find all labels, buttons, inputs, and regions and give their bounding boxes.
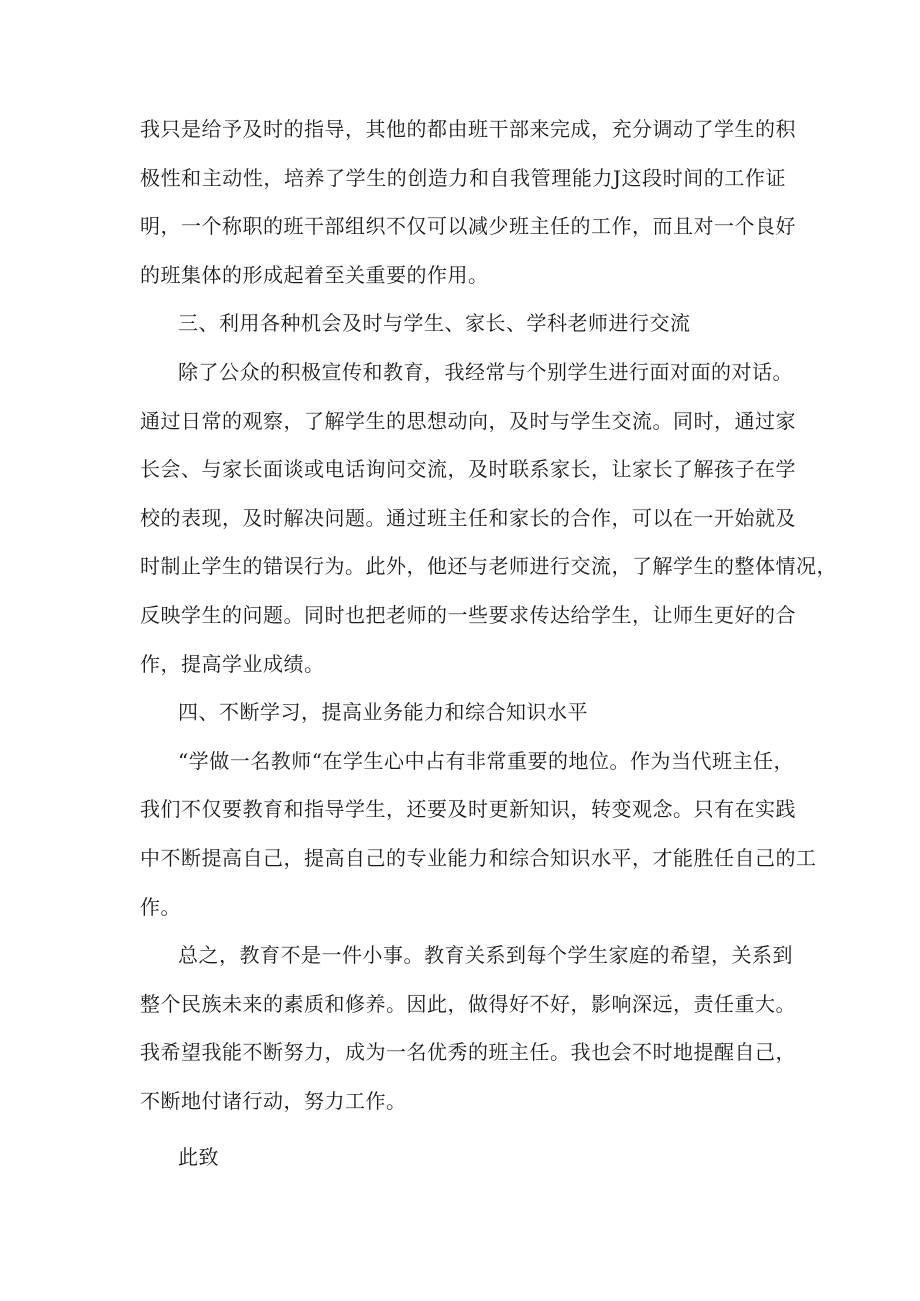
section-heading: 四、不断学习，提高业务能力和综合知识水平 <box>178 700 588 725</box>
paragraph <box>140 348 837 688</box>
text-line: 我希望我能不断努力，成为一名优秀的班主任。我也会不时地提醒自己， <box>140 1040 796 1065</box>
text-line: 校的表现，及时解决问题。通过班主任和家长的合作，可以在一开始就及 <box>140 505 796 530</box>
text-line: 长会、与家长面谈或电话询问交流，及时联系家长，让家长了解孩子在学 <box>140 457 796 482</box>
text-line: 时制止学生的错误行为。此外，他还与老师进行交流，了解学生的整体情况， <box>140 554 837 579</box>
text-line: “学做一名教师“在学生心中占有非常重要的地位。作为当代班主任， <box>178 748 794 773</box>
text-line: 反映学生的问题。同时也把老师的一些要求传达给学生，让师生更好的合 <box>140 602 796 627</box>
text-line: 极性和主动性，培养了学生的创造力和自我管理能力J这段时间的工作证 <box>140 165 786 190</box>
text-line: 的班集体的形成起着至关重要的作用。 <box>140 262 489 287</box>
text-line: 我只是给予及时的指导，其他的都由班干部来完成，充分调动了学生的积 <box>140 117 796 141</box>
text-line: 整个民族未来的素质和修养。因此，做得好不好，影响深远，责任重大。 <box>140 991 796 1016</box>
text-line: 作。 <box>140 894 181 919</box>
section-heading: 三、利用各种机会及时与学生、家长、学科老师进行交流 <box>178 311 691 336</box>
text-line: 总之，教育不是一件小事。教育关系到每个学生家庭的希望，关系到 <box>178 943 793 968</box>
text-line: 我们不仅要教育和指导学生，还要及时更新知识，转变观念。只有在实践 <box>140 797 796 822</box>
paragraph <box>140 737 817 931</box>
text-line: 除了公众的积极宣传和教育，我经常与个别学生进行面对面的对话。 <box>178 359 793 384</box>
document-page <box>140 105 837 1182</box>
text-line: 中不断提高自己，提高自己的专业能力和综合知识水平，才能胜任自己的工 <box>140 845 817 870</box>
text-line: 明，一个称职的班干部组织不仅可以减少班主任的工作，而且对一个良好 <box>140 214 796 239</box>
paragraph <box>140 931 796 1125</box>
text-line: 通过日常的观察，了解学生的思想动向，及时与学生交流。同时，通过家 <box>140 408 796 433</box>
text-line: 作，提高学业成绩。 <box>140 651 325 676</box>
text-line: 不断地付诸行动，努力工作。 <box>140 1088 407 1113</box>
paragraph <box>140 105 796 299</box>
closing-salutation: 此致 <box>178 1145 219 1170</box>
